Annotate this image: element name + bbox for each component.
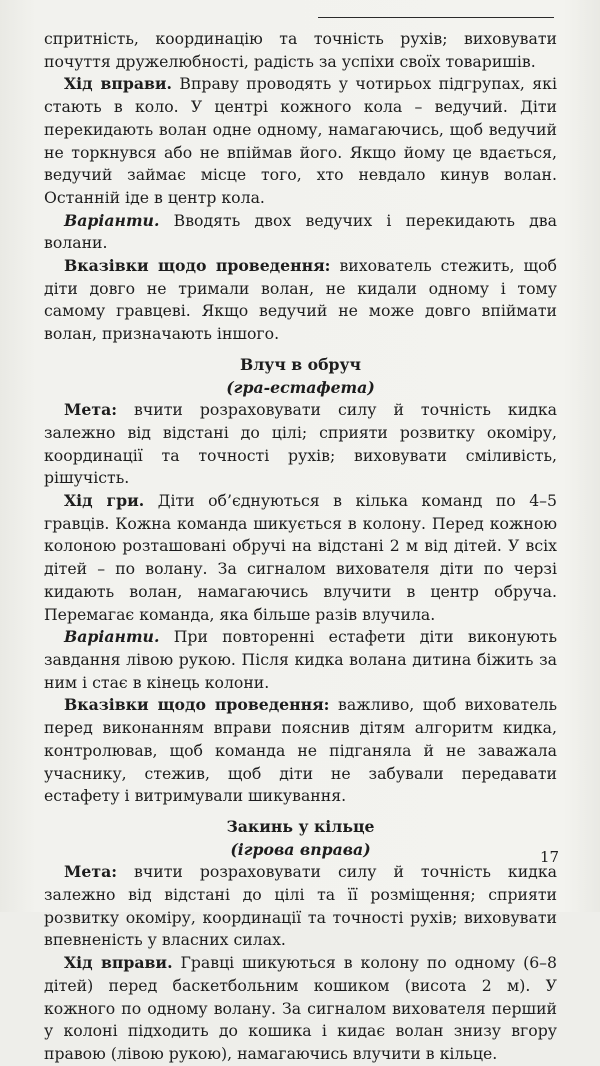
paragraph-lead: Мета:	[64, 400, 118, 420]
paragraph	[44, 28, 557, 73]
paragraph-lead: Хід вправи.	[64, 953, 173, 973]
paragraph	[44, 490, 557, 626]
paragraph	[44, 399, 557, 490]
paragraph-lead: Варіанти.	[64, 627, 160, 647]
paragraph	[44, 626, 557, 694]
page-number: 17	[540, 848, 560, 866]
paragraph	[44, 73, 557, 209]
paragraph-lead: Варіанти.	[64, 210, 160, 230]
section-title: Закинь у кільце	[226, 816, 375, 836]
paragraph-text: вчити розраховувати силу й точність кидка залежно від відстані до цілі; сприяти розвитку окоміру, координації та точності рухів; виховувати сміливість, рішучість.	[44, 400, 557, 488]
paragraph-lead: Мета:	[64, 862, 118, 882]
paragraph	[44, 210, 557, 255]
paragraph-lead: Вказівки щодо проведення:	[64, 256, 331, 276]
paragraph-text: Вводять двох ведучих і перекидають два волани.	[44, 210, 557, 253]
paragraph-text: важливо, щоб вихователь перед виконанням вправи пояснив дітям алгоритм кидка, контролював, щоб команда не підганяла й не заважала учаснику, стежив, щоб діти не забували передавати естафету і витримували шикування.	[44, 695, 557, 806]
paragraph-text: вихователь стежить, щоб діти довго не тримали волан, не кидали одному і тому самому гравцеві. Якщо ведучий не може довго впіймати волан, призначають іншого.	[44, 256, 557, 344]
paragraph-text: спритність, координацію та точність рухів; виховувати почуття дружелюбності, радість за успіхи своїх товаришів.	[44, 29, 557, 71]
paragraph-text: Гравці шикуються в колону по одному (6–8 дітей) перед баскетбольним кошиком (висота 2 м). У кожного по одному волану. За сигналом вихователя перший у колоні підходить до кошика і кидає волан знизу вгору правою (лівою рукою), намагаючись влучити в кільце.	[44, 953, 557, 1063]
paragraph-lead: Хід вправи.	[64, 74, 172, 94]
section-title: Влуч в обруч	[239, 354, 362, 374]
page-text	[44, 28, 560, 1066]
paragraph-text: вчити розраховувати силу й точність кидка залежно від відстані до цілі та її розміщення; сприяти розвитку окоміру, координації та точності рухів; виховувати впевненість у власних силах.	[44, 862, 557, 950]
paragraph	[44, 861, 557, 952]
paragraph	[44, 694, 557, 808]
paragraph-text: Вправу проводять у чотирьох підгрупах, які стають в коло. У центрі кожного кола – ведучий. Діти перекидають волан одне одному, намагаючись, щоб ведучий не торкнувся або не впіймав його. Якщо йому це вдається, ведучий займає місце того, хто невдало кинув волан. Останній іде в центр кола.	[44, 74, 557, 207]
header-rule	[318, 17, 554, 18]
section-subtitle: (гра-естафета)	[226, 377, 375, 397]
paragraph-text: При повторенні естафети діти виконують завдання лівою рукою. Після кидка волана дитина біжить за ним і стає в кінець колони.	[44, 627, 557, 692]
paragraph	[44, 952, 557, 1066]
paragraph-lead: Вказівки щодо проведення:	[64, 695, 330, 715]
paragraph	[44, 255, 557, 346]
paragraph-text: Діти об’єднуються в кілька команд по 4–5 гравців. Кожна команда шикується в колону. Перед кожною колоною розташовані обручі на відстані 2 м від дітей. У всіх дітей – по волану. За сигналом вихователя діти по черзі кидають волан, намагаючись влучити в центр обруча. Перемагає команда, яка більше разів влучила.	[44, 491, 558, 624]
section-subtitle: (ігрова вправа)	[230, 839, 371, 859]
paragraph-lead: Хід гри.	[64, 491, 145, 511]
